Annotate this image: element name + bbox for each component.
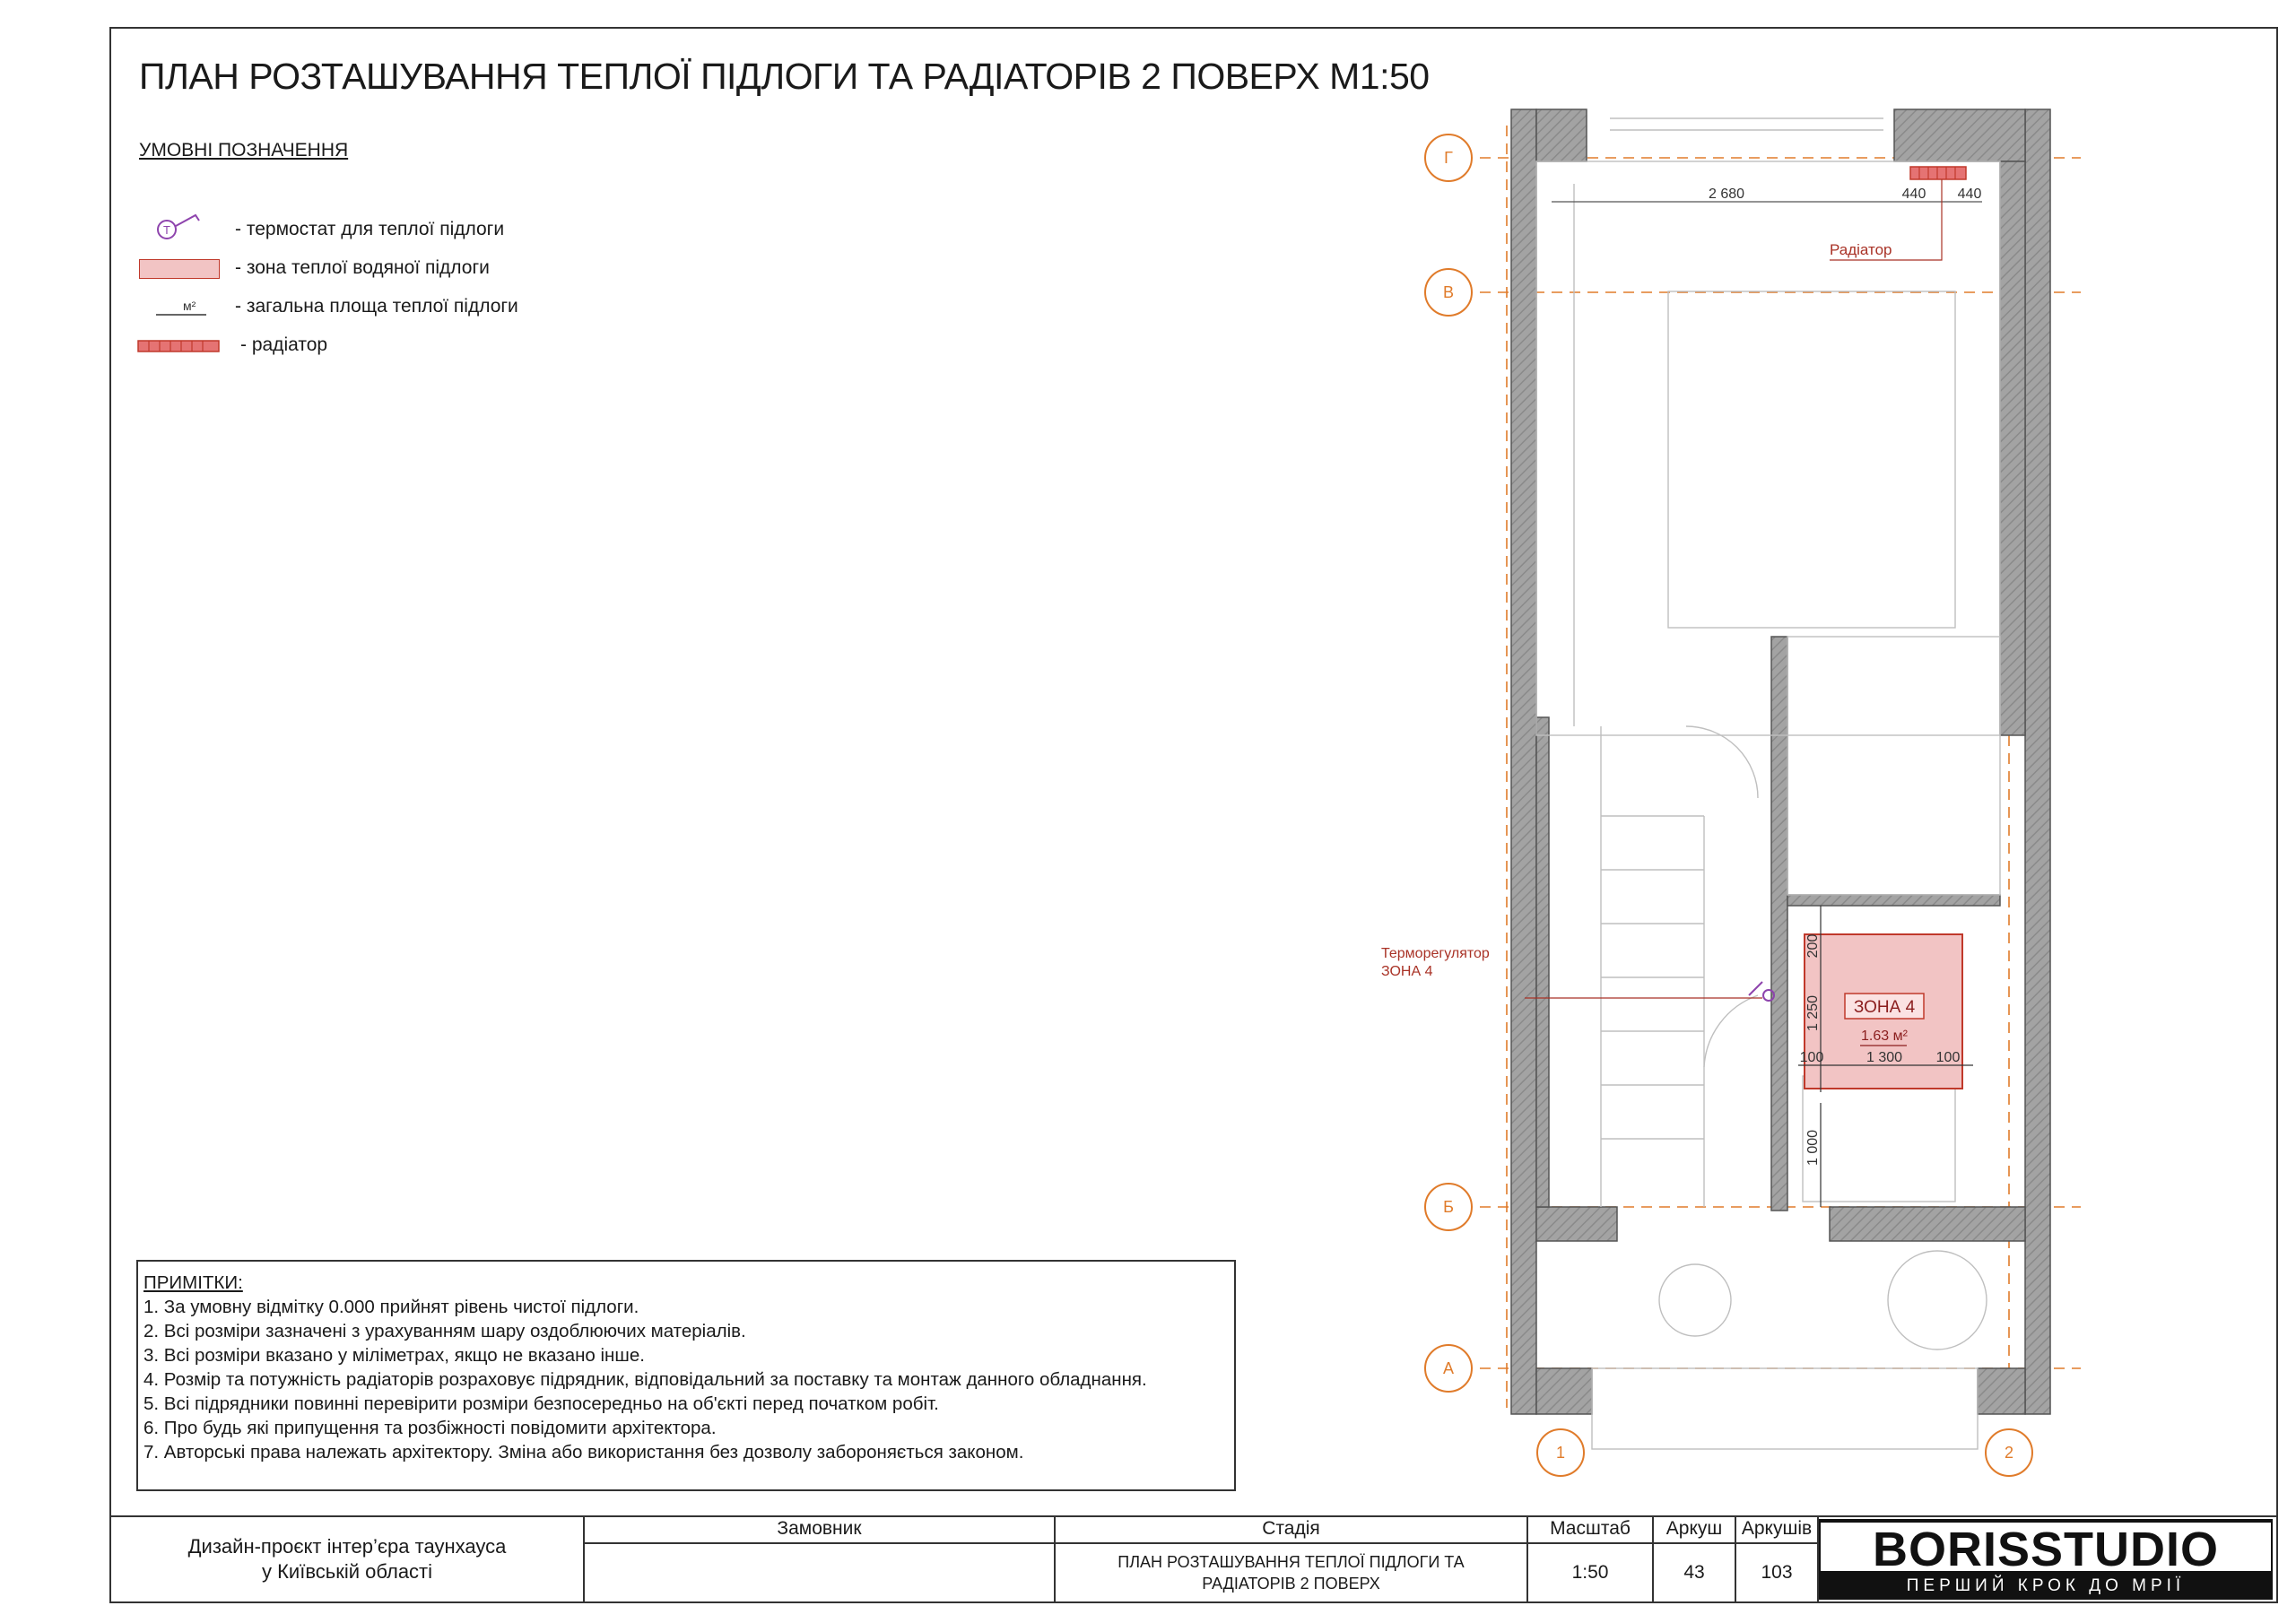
axis-label-row: А bbox=[1442, 1359, 1455, 1377]
note-item: 3. Всі розміри вказано у міліметрах, якщо не вказано інше. bbox=[144, 1345, 645, 1366]
note-item: 6. Про будь які припущення та розбіжності повідомити архітектора. bbox=[144, 1418, 717, 1438]
project-line-1: Дизайн-проєкт інтер’єра таунхауса bbox=[187, 1535, 507, 1558]
heated-zone-swatch bbox=[139, 259, 220, 279]
dim-zone-top: 200 bbox=[1805, 933, 1821, 959]
dim-zone-width: 1 300 bbox=[1866, 1050, 1903, 1065]
scale-value: 1:50 bbox=[1526, 1542, 1652, 1603]
logo-tagline: ПЕРШИЙ КРОК ДО МРІЇ bbox=[1906, 1576, 2186, 1595]
dim-top-width: 2 680 bbox=[1708, 187, 1745, 202]
axis-label-col: 2 bbox=[2004, 1444, 2014, 1462]
studio-logo bbox=[1819, 1519, 2273, 1600]
thermostat-label: Терморегулятор bbox=[1381, 946, 1490, 961]
stage-label: Стадія bbox=[1054, 1515, 1526, 1542]
note-item: 2. Всі розміри зазначені з урахуванням шару оздоблюючих матеріалів. bbox=[144, 1321, 746, 1341]
area-mark bbox=[152, 296, 224, 319]
client-label: Замовник bbox=[583, 1515, 1054, 1542]
thermostat-zone-label: ЗОНА 4 bbox=[1381, 964, 1433, 979]
thermostat-icon-letter: T bbox=[163, 223, 170, 237]
sheet-label: Аркуш bbox=[1652, 1515, 1735, 1542]
scale-label: Масштаб bbox=[1526, 1515, 1652, 1542]
area-mark-unit: м² bbox=[183, 299, 196, 313]
legend-thermostat-label: - термостат для теплої підлоги bbox=[235, 219, 505, 239]
project-line-2: у Київській області bbox=[261, 1560, 433, 1583]
dim-zone-left: 100 bbox=[1799, 1050, 1824, 1065]
walls bbox=[1511, 109, 2050, 1414]
note-item: 4. Розмір та потужність радіаторів розраховує підрядник, відповідальний за поставку та монтаж данного обладнання. bbox=[144, 1369, 1147, 1390]
dim-rad-left: 440 bbox=[1901, 187, 1926, 202]
thermostat-icon bbox=[152, 204, 224, 240]
zone-area: 1.63 м² bbox=[1861, 1028, 1908, 1044]
radiator-icon bbox=[136, 339, 222, 353]
stage-value-line-1: ПЛАН РОЗТАШУВАННЯ ТЕПЛОЇ ПІДЛОГИ ТА bbox=[1118, 1553, 1465, 1571]
axis-label-col: 1 bbox=[1555, 1444, 1566, 1462]
zone-name: ЗОНА 4 bbox=[1853, 998, 1916, 1017]
interior-lines bbox=[1536, 118, 2000, 1449]
thermostat-icon bbox=[1525, 982, 1774, 1001]
logo-main: BORISSTUDIO bbox=[1819, 1521, 2273, 1573]
axis-label-row: Г bbox=[1444, 149, 1453, 167]
legend-area-label: - загальна площа теплої підлоги bbox=[235, 296, 518, 317]
project-name-cell bbox=[109, 1515, 585, 1603]
axis-label-row: В bbox=[1442, 283, 1455, 301]
note-item: 7. Авторські права належать архітектору. Зміна або використання без дозволу забороняється законом. bbox=[144, 1442, 1024, 1462]
page-title: ПЛАН РОЗТАШУВАННЯ ТЕПЛОЇ ПІДЛОГИ ТА РАДІАТОРІВ 2 ПОВЕРХ М1:50 bbox=[139, 56, 1430, 97]
radiator-label: Радіатор bbox=[1830, 241, 1892, 258]
sheets-label: Аркушів bbox=[1735, 1515, 1817, 1542]
sheets-value: 103 bbox=[1735, 1542, 1817, 1603]
sheet-value: 43 bbox=[1652, 1542, 1735, 1603]
notes-box bbox=[136, 1260, 1236, 1491]
axis-label-row: Б bbox=[1443, 1198, 1454, 1216]
stage-value bbox=[1054, 1542, 1526, 1603]
dim-zone-right: 100 bbox=[1935, 1050, 1961, 1065]
dim-lower-height: 1 000 bbox=[1805, 1129, 1821, 1167]
legend-radiator-label: - радіатор bbox=[240, 334, 328, 355]
legend-heated-zone-label: - зона теплої водяної підлоги bbox=[235, 257, 490, 278]
legend-heading: УМОВНІ ПОЗНАЧЕННЯ bbox=[139, 140, 349, 161]
note-item: 1. За умовну відмітку 0.000 прийнят рівень чистої підлоги. bbox=[144, 1297, 639, 1317]
floor-plan bbox=[1381, 99, 2099, 1497]
note-item: 5. Всі підрядники повинні перевірити розміри безпосередньо на об'єкті перед початком робіт. bbox=[144, 1393, 939, 1414]
notes-heading: ПРИМІТКИ: bbox=[144, 1272, 243, 1293]
dim-rad-right: 440 bbox=[1957, 187, 1982, 202]
dim-zone-height: 1 250 bbox=[1805, 994, 1821, 1032]
stage-value-line-2: РАДІАТОРІВ 2 ПОВЕРХ bbox=[1202, 1575, 1380, 1593]
client-value bbox=[583, 1542, 1054, 1603]
